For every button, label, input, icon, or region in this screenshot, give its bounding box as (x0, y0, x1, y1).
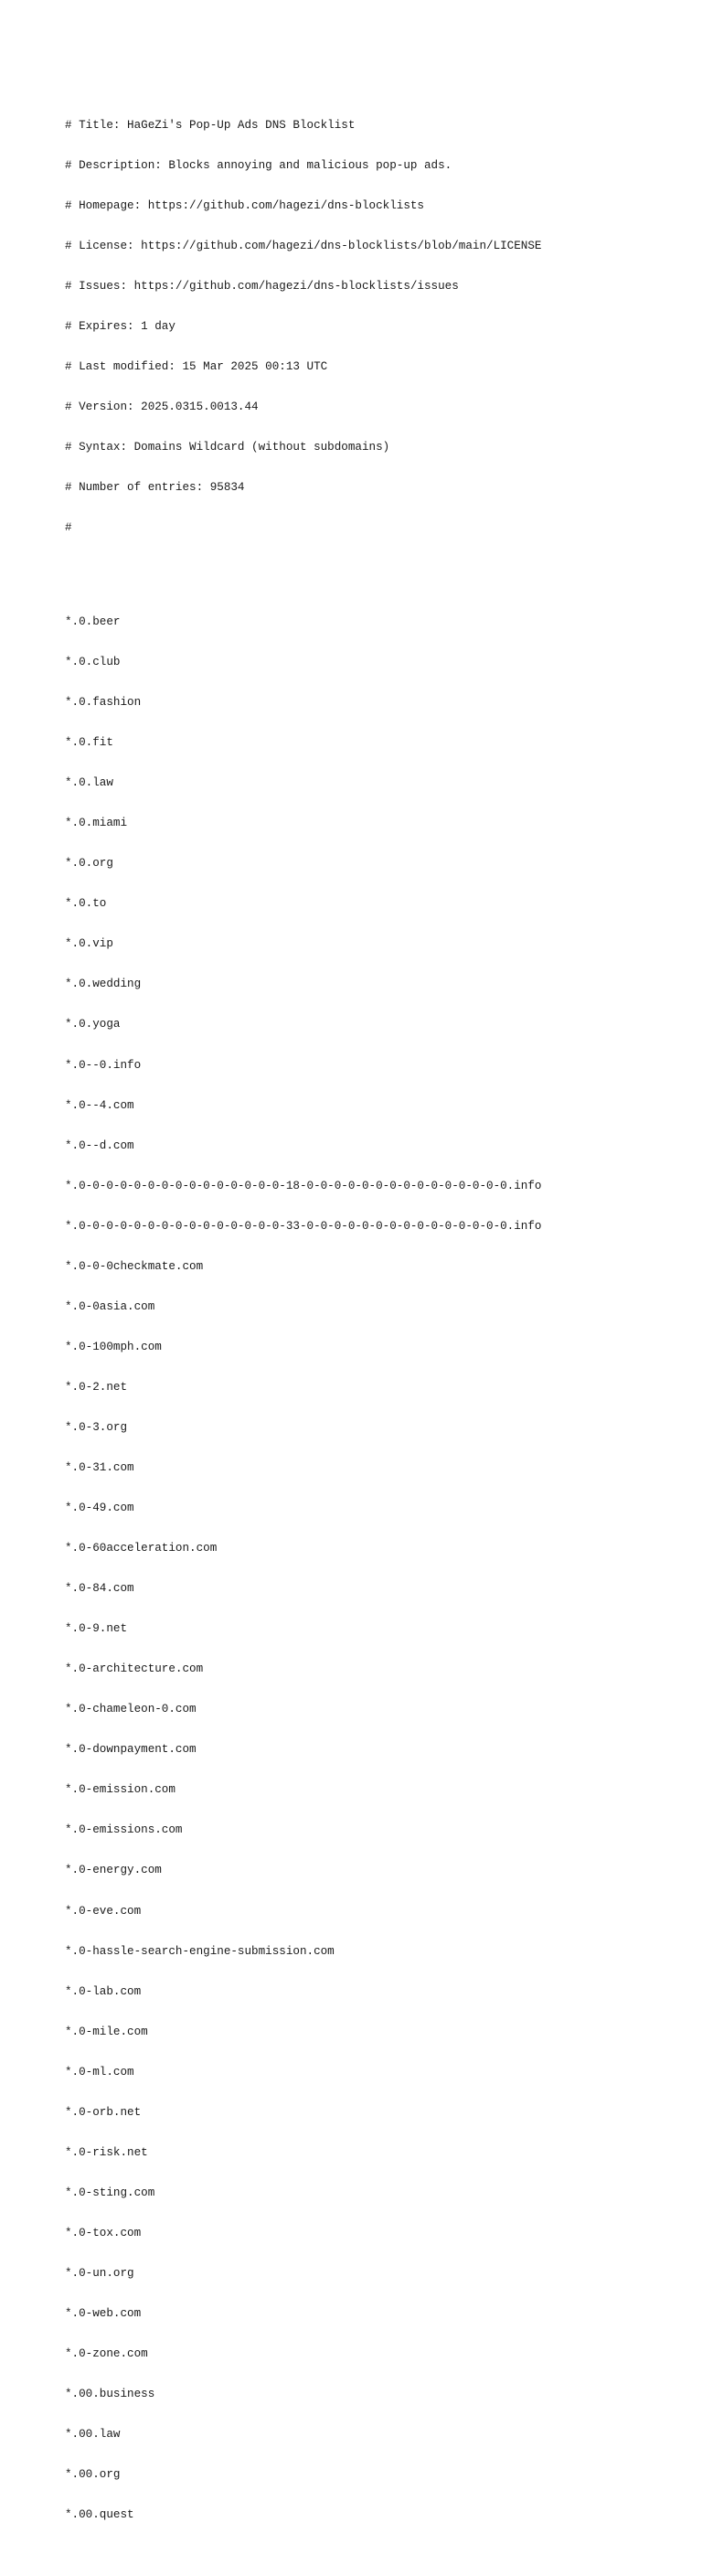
domain-entry: *.0-hassle-search-engine-submission.com (65, 1944, 335, 1958)
domain-entry: *.0-chameleon-0.com (65, 1703, 197, 1716)
domain-entry: *.0-31.com (65, 1461, 134, 1474)
domain-entry: *.0-84.com (65, 1582, 134, 1596)
domain-entry: *.00.quest (65, 2508, 134, 2522)
domain-entry: *.0.org (65, 857, 113, 871)
domain-entry: *.0-0asia.com (65, 1299, 155, 1313)
domain-entry: *.0.club (65, 656, 121, 669)
domain-entry: *.0-lab.com (65, 1984, 142, 1998)
header-homepage-line: # Homepage: https://github.com/hagezi/dns-blocklists (65, 198, 424, 212)
header-syntax-line: # Syntax: Domains Wildcard (without subdomains) (65, 441, 390, 454)
domain-entry: *.0.to (65, 897, 107, 911)
domain-entry: *.0-sting.com (65, 2186, 155, 2199)
domain-entry: *.0.beer (65, 615, 121, 629)
header-separator-line: # (65, 521, 72, 535)
domain-entry: *.0-zone.com (65, 2347, 148, 2361)
domain-entry: *.0-eve.com (65, 1904, 142, 1918)
domain-entry: *.0-mile.com (65, 2025, 148, 2038)
domain-entry: *.0--0.info (65, 1058, 142, 1072)
header-version-line: # Version: 2025.0315.0013.44 (65, 401, 259, 414)
domain-entry: *.0.law (65, 776, 113, 790)
domain-entry: *.0-100mph.com (65, 1340, 162, 1353)
domain-entry: *.0-0-0-0-0-0-0-0-0-0-0-0-0-0-0-33-0-0-0-0-0-0-0-0-0-0-0-0-0-0-0.info (65, 1219, 542, 1233)
domain-entry: *.0--d.com (65, 1138, 134, 1152)
domain-entry: *.0.fashion (65, 696, 142, 710)
domain-entry: *.00.org (65, 2468, 121, 2482)
domain-entry: *.0-risk.net (65, 2145, 148, 2159)
domain-entry: *.0.vip (65, 937, 113, 951)
blocklist-text (65, 65, 541, 2576)
domain-entry: *.0-3.org (65, 1420, 128, 1434)
domain-entry: *.0--4.com (65, 1098, 134, 1112)
header-license-line: # License: https://github.com/hagezi/dns-blocklists/blob/main/LICENSE (65, 239, 542, 252)
domain-entry: *.0-2.net (65, 1380, 128, 1394)
domain-entry: *.0-downpayment.com (65, 1743, 197, 1757)
domain-entry: *.0-0-0-0-0-0-0-0-0-0-0-0-0-0-0-18-0-0-0-0-0-0-0-0-0-0-0-0-0-0-0.info (65, 1179, 542, 1192)
domain-entry: *.0-60acceleration.com (65, 1542, 218, 1555)
domain-entry: *.0-emissions.com (65, 1823, 183, 1837)
header-entry-count-line: # Number of entries: 95834 (65, 481, 245, 495)
header-title-line: # Title: HaGeZi's Pop-Up Ads DNS Blocklist (65, 118, 356, 132)
domain-entry: *.0.miami (65, 817, 128, 830)
domain-entry: *.0-ml.com (65, 2065, 134, 2079)
domain-entry: *.0-0-0checkmate.com (65, 1259, 204, 1273)
domain-entry: *.0-emission.com (65, 1783, 176, 1797)
domain-entries (65, 589, 541, 2549)
domain-entry: *.0-un.org (65, 2266, 134, 2280)
domain-entry: *.00.law (65, 2428, 121, 2442)
domain-entry: *.0-49.com (65, 1502, 134, 1515)
domain-entry: *.00.business (65, 2388, 155, 2401)
domain-entry: *.0-orb.net (65, 2105, 142, 2119)
domain-entry: *.0-energy.com (65, 1864, 162, 1877)
header-description-line: # Description: Blocks annoying and malicious pop-up ads. (65, 158, 452, 172)
domain-entry: *.0-web.com (65, 2306, 142, 2320)
header-comments (65, 91, 541, 561)
domain-entry: *.0.yoga (65, 1018, 121, 1031)
domain-entry: *.0-9.net (65, 1622, 128, 1636)
header-last-modified-line: # Last modified: 15 Mar 2025 00:13 UTC (65, 360, 328, 374)
header-expires-line: # Expires: 1 day (65, 319, 176, 333)
domain-entry: *.0.fit (65, 736, 113, 750)
domain-entry: *.0-tox.com (65, 2226, 142, 2239)
domain-entry: *.0.wedding (65, 978, 142, 991)
domain-entry: *.0-architecture.com (65, 1662, 204, 1676)
header-issues-line: # Issues: https://github.com/hagezi/dns-blocklists/issues (65, 279, 459, 293)
